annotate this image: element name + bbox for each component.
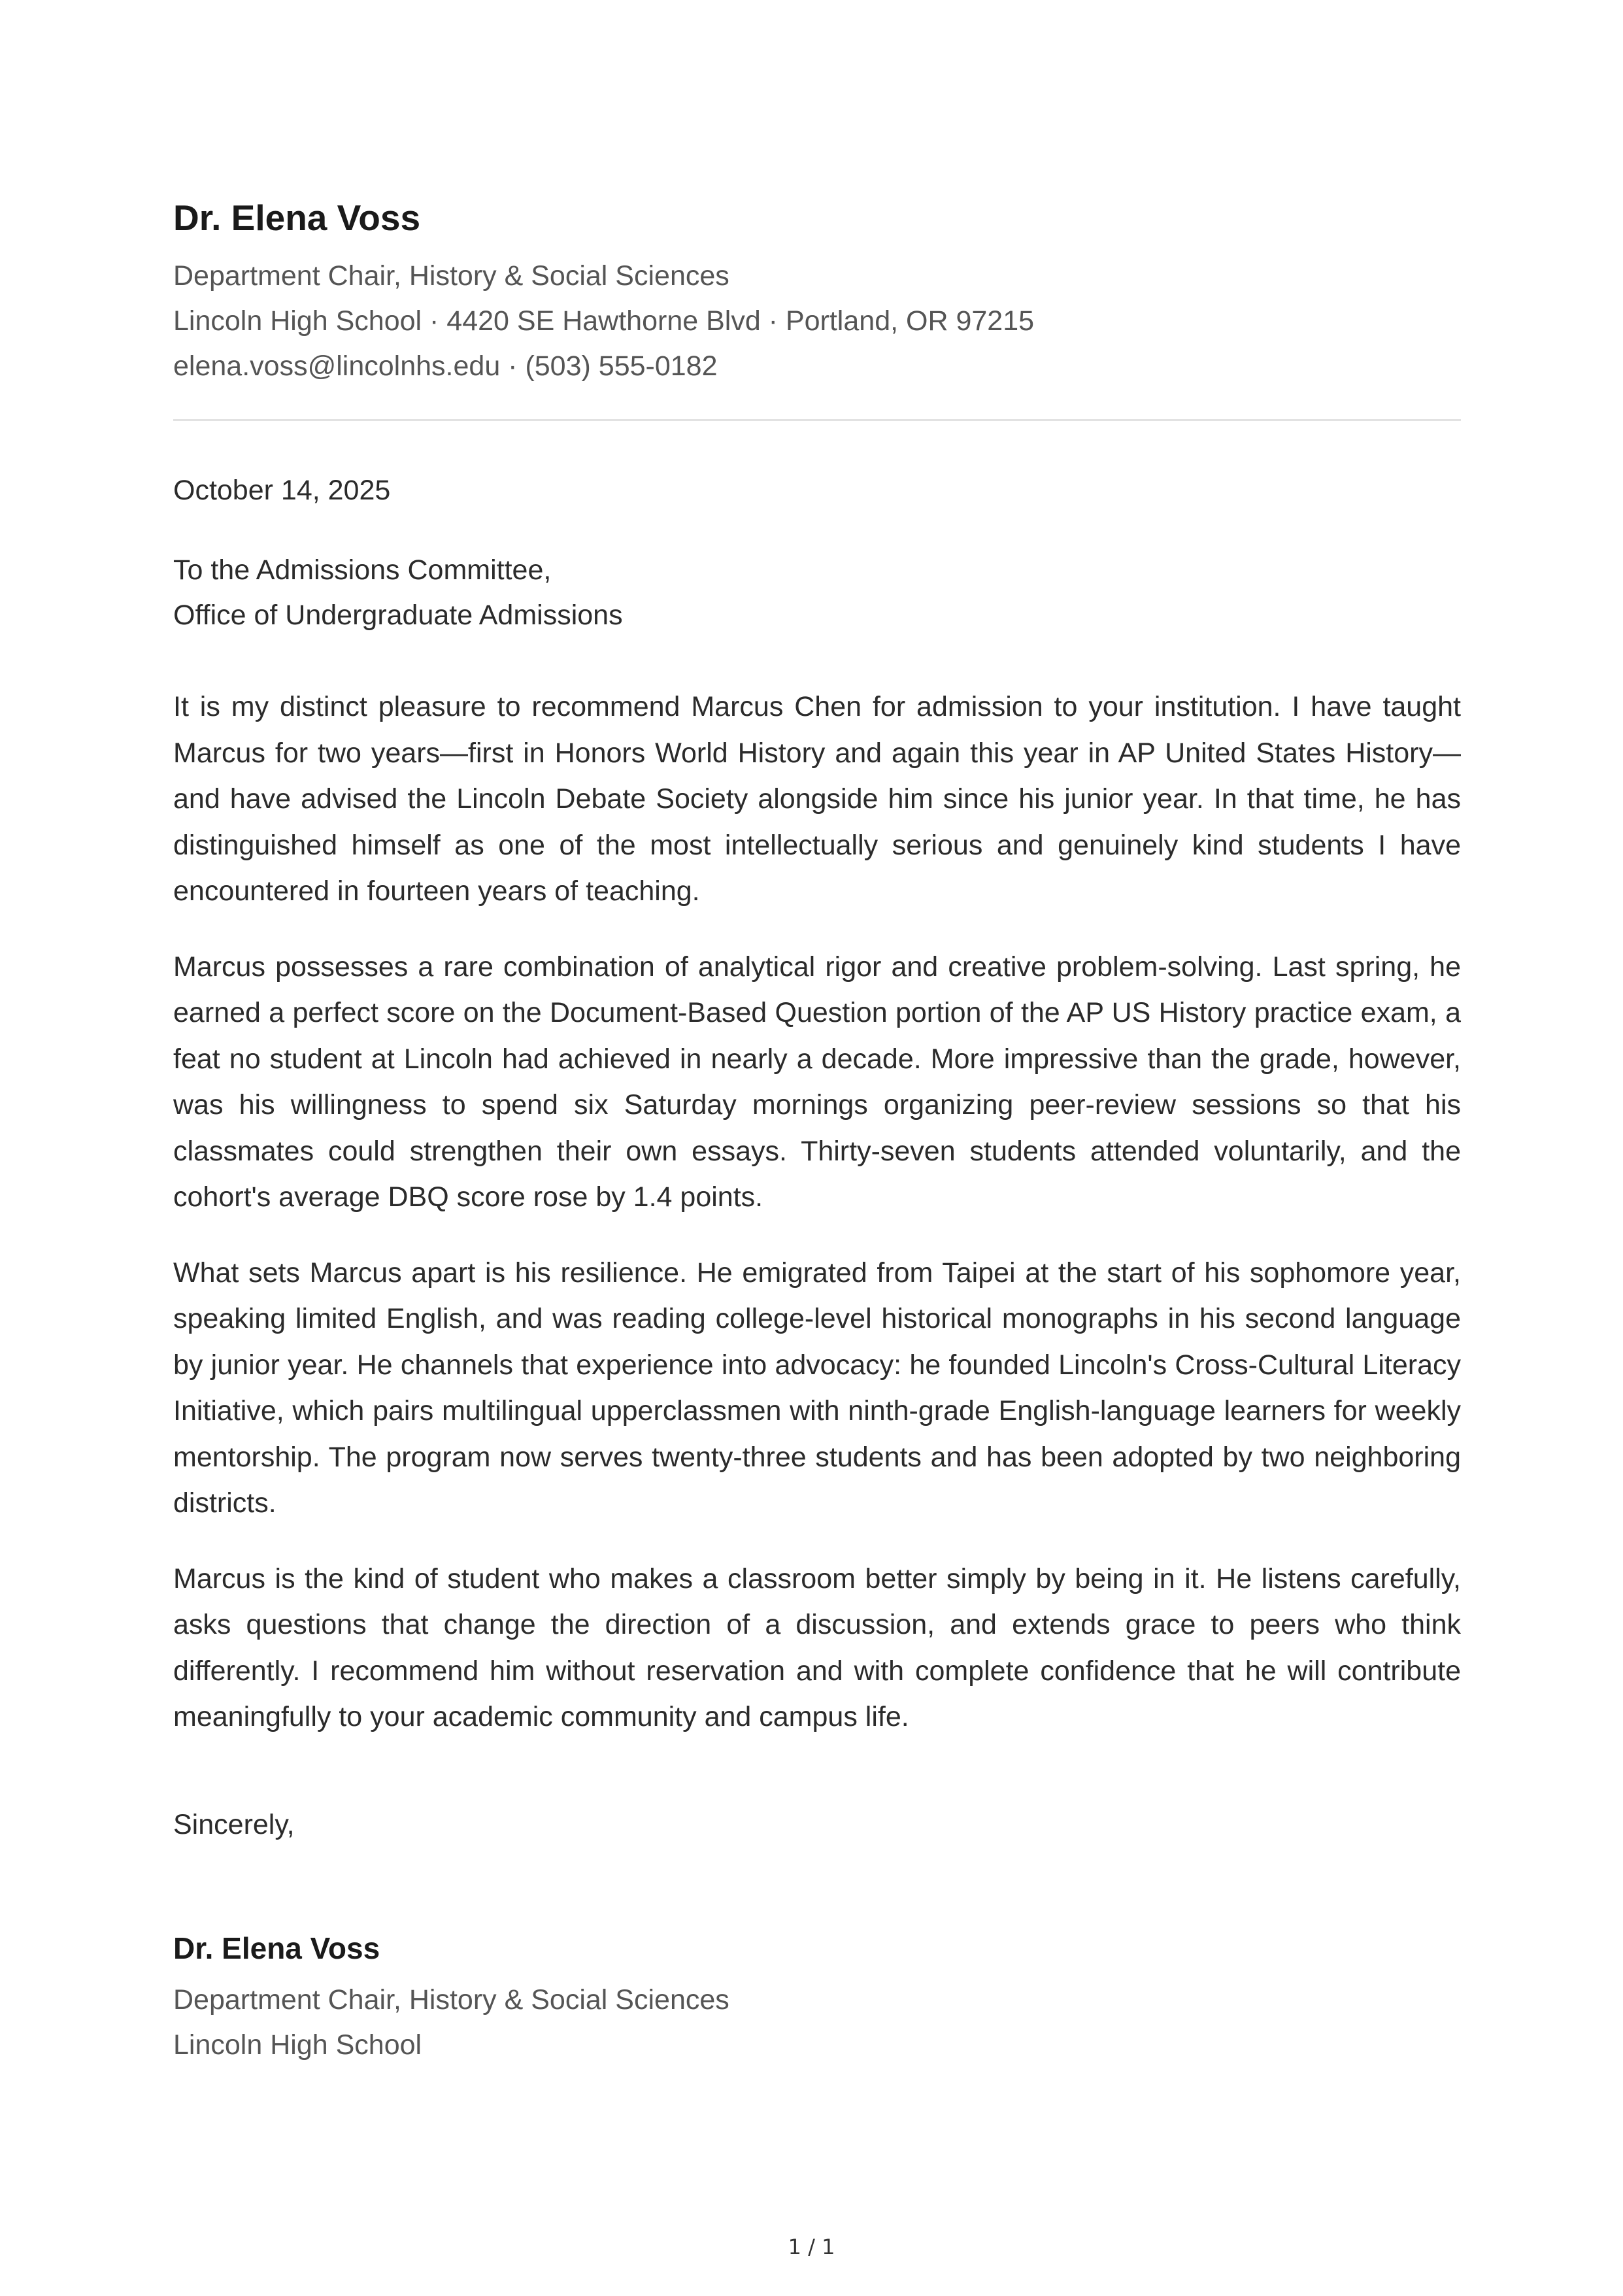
recipient-office: Office of Undergraduate Admissions: [173, 599, 623, 631]
body-paragraph: Marcus is the kind of student who makes a classroom better simply by being in it. He listens carefully, asks questions that change the direction of a discussion, and extends grace to peers who think differently. I recommend him without reservation and with complete confidence that he will contribute meaningfully to your academic community and campus life.: [173, 1562, 1461, 1732]
sender-title: Department Chair, History & Social Sciences: [173, 260, 729, 292]
body-paragraph: It is my distinct pleasure to recommend Marcus Chen for admission to your institution. I have taught Marcus for two years—first in Honors World History and again this year in AP United States History—and have advised the Lincoln Debate Society alongside him since his junior year. In that time, he has distinguished himself as one of the most intellectually serious and genuinely kind students I have encountered in fourteen years of teaching.: [173, 691, 1461, 907]
signature-details: [173, 1978, 1461, 2068]
signature-name: Dr. Elena Voss: [173, 1931, 380, 1965]
signature-title: Department Chair, History & Social Sciences: [173, 1984, 729, 2016]
sender-address: Lincoln High School · 4420 SE Hawthorne Blvd · Portland, OR 97215: [173, 305, 1035, 337]
sender-name: Dr. Elena Voss: [173, 197, 421, 238]
sender-contact: elena.voss@lincolnhs.edu · (503) 555-0182: [173, 350, 718, 382]
page-number: 1 / 1: [788, 2235, 835, 2259]
letter-closing: Sincerely,: [173, 1808, 295, 1840]
recipient-salutation: To the Admissions Committee,: [173, 554, 552, 586]
recipient-block: [173, 548, 1461, 638]
body-paragraph: Marcus possesses a rare combination of analytical rigor and creative problem-solving. Last spring, he earned a perfect score on the Document-Based Question portion of the AP US History practice exam, a feat no student at Lincoln had achieved in nearly a decade. More impressive than the grade, however, was his willingness to spend six Saturday mornings organizing peer-review sessions so that his classmates could strengthen their own essays. Thirty-seven students attended voluntarily, and the cohort's average DBQ score rose by 1.4 points.: [173, 951, 1461, 1213]
signature-school: Lincoln High School: [173, 2029, 422, 2061]
letter-body: [173, 684, 1461, 1740]
header-divider: [173, 419, 1461, 421]
letter-date: October 14, 2025: [173, 475, 391, 506]
letter-page: [173, 196, 1461, 2068]
sender-details: [173, 254, 1461, 389]
body-paragraph: What sets Marcus apart is his resilience. He emigrated from Taipei at the start of his sophomore year, speaking limited English, and was reading college-level historical monographs in his second language by junior year. He channels that experience into advocacy: he founded Lincoln's Cross-Cultural Literacy Initiative, which pairs multilingual upperclassmen with ninth-grade English-language learners for weekly mentorship. The program now serves twenty-three students and has been adopted by two neighboring districts.: [173, 1257, 1461, 1519]
